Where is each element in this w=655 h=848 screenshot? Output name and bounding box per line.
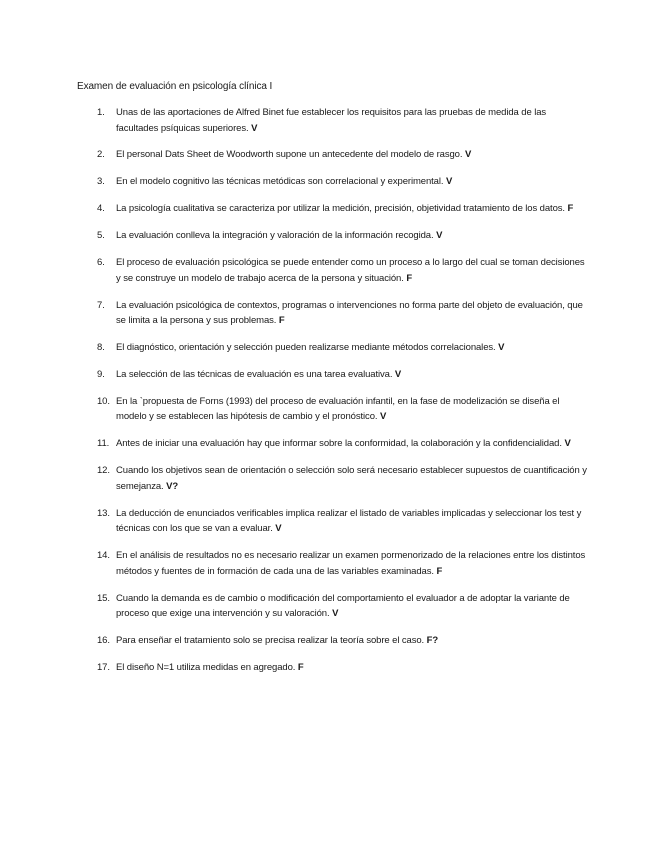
- question-text: Antes de iniciar una evaluación hay que informar sobre la conformidad, la colaboración y la confidencialidad.: [116, 438, 562, 450]
- question-answer: F: [406, 272, 413, 284]
- question-text: Unas de las aportaciones de Alfred Binet fue establecer los requisitos para las pruebas de medida de las facultades psíquicas superiores.: [116, 107, 547, 134]
- question-item: [77, 591, 587, 622]
- question-answer: V: [379, 411, 387, 423]
- question-answer: V: [436, 230, 443, 242]
- question-text: En el modelo cognitivo las técnicas metódicas son correlacional y experimental.: [116, 176, 444, 188]
- question-item: [77, 394, 587, 425]
- question-item: [77, 633, 587, 649]
- question-number: 17.: [97, 662, 110, 673]
- question-answer: V: [564, 438, 571, 450]
- question-answer: F: [567, 203, 574, 215]
- question-number: 10.: [97, 395, 110, 407]
- question-text: La evaluación psicológica de contextos, programas o intervenciones no forma parte del objeto de evaluación, que se limita a la persona y sus problemas.: [116, 299, 583, 327]
- question-item: [77, 340, 587, 356]
- question-item: [77, 228, 587, 244]
- question-answer: V: [251, 122, 258, 134]
- question-item: [77, 367, 587, 383]
- question-item: [77, 506, 587, 537]
- question-item: [77, 463, 587, 494]
- question-text: Cuando la demanda es de cambio o modificación del comportamiento el evaluador a de adoptar la variante de proceso que exige una intervención y su valoración.: [116, 592, 570, 620]
- question-text: Cuando los objetivos sean de orientación o selección solo será necesario establecer supuestos de cuantificación y semejanza.: [116, 465, 587, 492]
- question-item: [77, 174, 587, 190]
- question-text: El proceso de evaluación psicológica se puede entender como un proceso a lo largo del cual se toman decisiones y se construye un modelo de trabajo acerca de la persona y situación.: [116, 257, 585, 284]
- question-answer: V: [275, 523, 282, 535]
- question-answer: F: [278, 315, 285, 327]
- question-answer: V: [394, 368, 402, 380]
- question-answer: V: [464, 149, 472, 161]
- question-answer: V: [498, 342, 505, 354]
- question-answer: F?: [426, 635, 439, 647]
- question-number: 4.: [97, 203, 105, 215]
- question-text: El personal Dats Sheet de Woodworth supone un antecedente del modelo de rasgo.: [116, 149, 463, 161]
- document-title: Examen de evaluación en psicología clínica I: [77, 81, 273, 92]
- question-number: 5.: [97, 230, 105, 242]
- question-text: Para enseñar el tratamiento solo se precisa realizar la teoría sobre el caso.: [116, 635, 425, 647]
- question-text: En el análisis de resultados no es necesario realizar un examen pormenorizado de la relaciones entre los distintos métodos y fuentes de in formación de cada una de las variables examinadas.: [116, 550, 586, 577]
- question-number: 14.: [97, 550, 110, 562]
- question-text: El diseño N=1 utiliza medidas en agregado.: [116, 662, 298, 673]
- question-item: [77, 660, 587, 676]
- question-text: El diagnóstico, orientación y selección pueden realizarse mediante métodos correlacionales.: [116, 342, 496, 354]
- question-number: 6.: [97, 257, 105, 269]
- question-item: [77, 255, 587, 286]
- question-text: En la `propuesta de Forns (1993) del proceso de evaluación infantil, en la fase de modelización se diseña el modelo y se establecen las hipótesis de cambio y el pronóstico.: [116, 395, 560, 423]
- question-number: 2.: [97, 149, 105, 161]
- question-item: [77, 298, 587, 329]
- question-answer: F: [297, 662, 304, 673]
- question-answer: V?: [166, 480, 179, 492]
- question-number: 8.: [97, 342, 105, 354]
- question-item: [77, 436, 587, 452]
- question-list: [77, 105, 587, 687]
- question-number: 13.: [97, 507, 110, 519]
- question-text: La evaluación conlleva la integración y valoración de la información recogida.: [116, 230, 434, 242]
- question-item: [77, 548, 587, 579]
- question-text: La psicología cualitativa se caracteriza por utilizar la medición, precisión, objetividad tratamiento de los datos.: [116, 203, 565, 215]
- question-number: 7.: [97, 299, 105, 311]
- question-text: La selección de las técnicas de evaluación es una tarea evaluativa.: [116, 368, 393, 380]
- question-number: 11.: [97, 438, 110, 450]
- question-item: [77, 201, 587, 217]
- question-item: [77, 147, 587, 163]
- question-answer: F: [436, 565, 443, 577]
- question-number: 3.: [97, 176, 105, 188]
- question-answer: V: [445, 176, 453, 188]
- question-number: 9.: [97, 368, 105, 380]
- question-number: 16.: [97, 635, 110, 647]
- question-number: 12.: [97, 465, 110, 477]
- question-text: La deducción de enunciados verificables implica realizar el listado de variables implicadas y seleccionar los test y técnicas con los que se van a evaluar.: [116, 507, 582, 535]
- question-number: 15.: [97, 592, 110, 604]
- question-item: [77, 105, 587, 136]
- question-number: 1.: [97, 107, 105, 118]
- question-answer: V: [332, 608, 339, 620]
